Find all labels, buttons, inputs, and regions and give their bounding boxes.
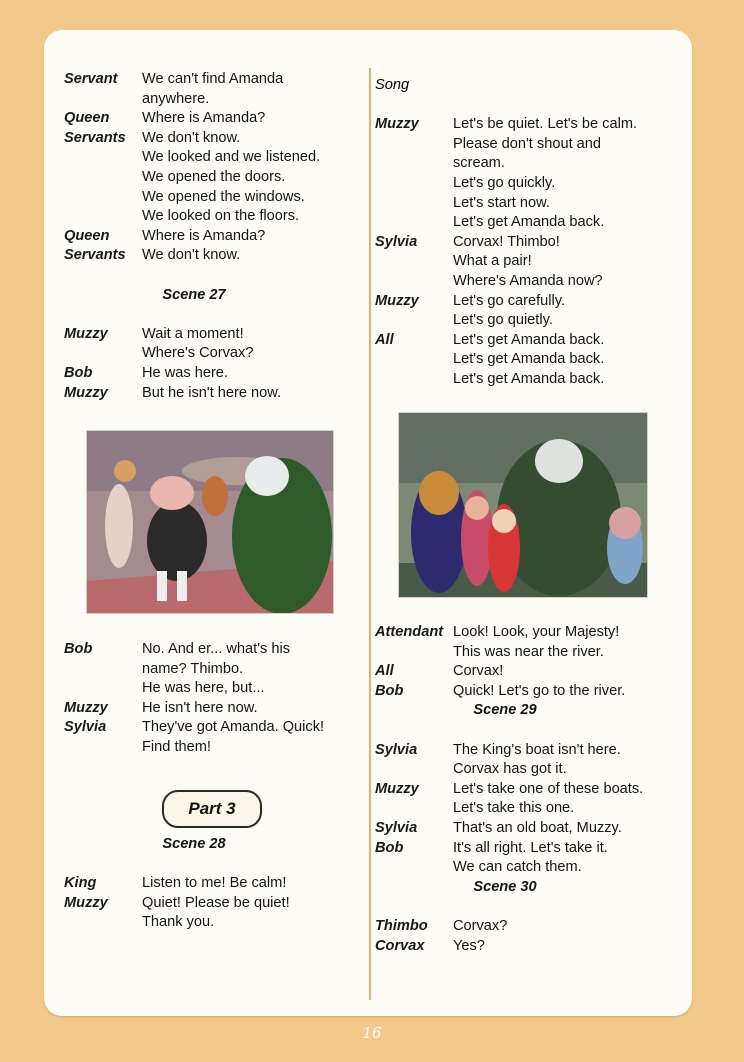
dialogue-line — [375, 292, 675, 312]
speaker-name — [375, 252, 453, 272]
dialogue-text: It's all right. Let's take it. — [453, 839, 608, 856]
speaker-name — [64, 207, 142, 227]
dialogue-text: Let's start now. — [453, 194, 550, 211]
dialogue-block — [375, 623, 675, 701]
speaker-name: Bob — [64, 364, 93, 381]
page-number: 16 — [362, 1024, 382, 1042]
dialogue-text: We opened the doors. — [142, 168, 286, 185]
dialogue-line — [375, 194, 675, 214]
dialogue-text: But he isn't here now. — [142, 384, 282, 401]
dialogue-line — [64, 344, 354, 364]
dialogue-line — [64, 168, 354, 188]
speaker-name: Muzzy — [64, 699, 108, 716]
speaker-name — [375, 135, 453, 155]
dialogue-line — [375, 370, 675, 390]
dialogue-line — [375, 311, 675, 331]
dialogue-text: Let's be quiet. Let's be calm. — [453, 116, 638, 133]
dialogue-line — [375, 858, 675, 878]
dialogue-line — [64, 913, 354, 933]
speaker-name — [375, 194, 453, 214]
dialogue-text: They've got Amanda. Quick! — [142, 719, 325, 736]
speaker-name — [375, 799, 453, 819]
speaker-name: All — [375, 331, 394, 348]
dialogue-line — [375, 252, 675, 272]
right-column-lower — [375, 623, 675, 956]
speaker-name — [64, 660, 142, 680]
dialogue-line — [375, 272, 675, 292]
scene-illustration-court — [398, 412, 648, 598]
speaker-name: Muzzy — [375, 780, 419, 797]
speaker-name: Bob — [375, 682, 404, 699]
dialogue-line — [375, 839, 675, 859]
dialogue-block — [64, 640, 354, 758]
dialogue-line — [375, 350, 675, 370]
dialogue-text: Quick! Let's go to the river. — [453, 682, 626, 699]
dialogue-line — [64, 384, 354, 404]
dialogue-line — [375, 233, 675, 253]
dialogue-line — [375, 154, 675, 174]
speaker-name — [375, 174, 453, 194]
dialogue-line — [64, 90, 354, 110]
dialogue-line — [64, 188, 354, 208]
dialogue-line — [375, 917, 675, 937]
dialogue-text: Corvax! Thimbo! — [453, 233, 560, 250]
scene-heading-30: Scene 30 — [473, 878, 537, 895]
speaker-name — [64, 168, 142, 188]
dialogue-text: We don't know. — [142, 247, 241, 264]
dialogue-line — [64, 246, 354, 266]
dialogue-block — [64, 70, 354, 266]
dialogue-text: Look! Look, your Majesty! — [453, 624, 620, 640]
dialogue-text: Quiet! Please be quiet! — [142, 894, 290, 911]
dialogue-line — [375, 135, 675, 155]
speaker-name — [64, 188, 142, 208]
dialogue-line — [64, 70, 354, 90]
dialogue-line — [375, 662, 675, 682]
dialogue-text: We don't know. — [142, 129, 241, 146]
speaker-name — [64, 679, 142, 699]
dialogue-line — [375, 174, 675, 194]
speaker-name — [375, 311, 453, 331]
part-heading: Part 3 — [162, 790, 262, 828]
scene-heading-29: Scene 29 — [473, 702, 537, 719]
dialogue-text: What a pair! — [453, 253, 532, 270]
speaker-name — [375, 213, 453, 233]
dialogue-block — [64, 874, 354, 933]
dialogue-text: Where's Amanda now? — [453, 272, 603, 289]
speaker-name — [64, 913, 142, 933]
dialogue-text: Wait a moment! — [142, 325, 244, 342]
dialogue-text: Where's Corvax? — [142, 345, 254, 362]
right-column — [375, 76, 675, 390]
dialogue-text: Let's get Amanda back. — [453, 331, 605, 348]
speaker-name — [64, 344, 142, 364]
dialogue-line — [375, 780, 675, 800]
speaker-name: Bob — [375, 839, 404, 856]
dialogue-line — [64, 660, 354, 680]
dialogue-text: We looked on the floors. — [142, 208, 300, 225]
dialogue-line — [375, 819, 675, 839]
song-title: Song — [375, 77, 410, 93]
speaker-name — [64, 148, 142, 168]
dialogue-text: scream. — [453, 155, 505, 172]
speaker-name — [64, 738, 142, 758]
dialogue-text: Let's take this one. — [453, 800, 575, 817]
dialogue-text: No. And er... what's his — [142, 641, 290, 657]
dialogue-block — [375, 741, 675, 878]
dialogue-line — [64, 364, 354, 384]
dialogue-text: name? Thimbo. — [142, 660, 244, 677]
dialogue-block — [375, 115, 675, 389]
dialogue-line — [375, 643, 675, 663]
speaker-name: Attendant — [375, 624, 444, 640]
left-column-lower — [64, 640, 354, 758]
left-column — [64, 70, 354, 403]
dialogue-block — [375, 917, 675, 956]
column-divider — [369, 68, 371, 1000]
dialogue-text: Corvax! — [453, 663, 504, 680]
dialogue-text: Please don't shout and — [453, 135, 602, 152]
speaker-name: Queen — [64, 110, 110, 127]
speaker-name — [64, 90, 142, 110]
speaker-name: Bob — [64, 641, 93, 657]
dialogue-text: Let's go carefully. — [453, 292, 566, 309]
dialogue-text: He was here. — [142, 364, 228, 381]
speaker-name — [375, 643, 453, 663]
speaker-name: Muzzy — [64, 384, 108, 401]
dialogue-line — [64, 640, 354, 660]
dialogue-block — [64, 325, 354, 403]
dialogue-text: We opened the windows. — [142, 188, 305, 205]
dialogue-line — [375, 741, 675, 761]
left-column-bottom — [64, 835, 354, 933]
dialogue-text: Corvax? — [453, 917, 508, 934]
dialogue-line — [64, 207, 354, 227]
dialogue-line — [64, 148, 354, 168]
scene-illustration-hall — [86, 430, 334, 614]
speaker-name — [375, 350, 453, 370]
dialogue-text: He isn't here now. — [142, 699, 258, 716]
scene-heading-28: Scene 28 — [162, 836, 226, 852]
speaker-name: Servants — [64, 247, 126, 264]
dialogue-line — [375, 213, 675, 233]
speaker-name: Servants — [64, 129, 126, 146]
dialogue-text: Where is Amanda? — [142, 227, 266, 244]
speaker-name: All — [375, 663, 394, 680]
speaker-name: Servant — [64, 71, 118, 87]
dialogue-line — [64, 129, 354, 149]
dialogue-text: Let's get Amanda back. — [453, 370, 605, 387]
speaker-name: Muzzy — [375, 292, 419, 309]
dialogue-text: Let's get Amanda back. — [453, 351, 605, 368]
dialogue-text: Corvax has got it. — [453, 761, 567, 778]
speaker-name: Muzzy — [64, 894, 108, 911]
speaker-name: Queen — [64, 227, 110, 244]
dialogue-line — [375, 115, 675, 135]
dialogue-text: Let's go quietly. — [453, 312, 553, 329]
dialogue-line — [64, 894, 354, 914]
dialogue-line — [375, 682, 675, 702]
dialogue-line — [64, 109, 354, 129]
speaker-name: King — [64, 875, 97, 892]
speaker-name — [375, 858, 453, 878]
dialogue-line — [375, 331, 675, 351]
speaker-name: Muzzy — [375, 116, 419, 133]
dialogue-line — [64, 679, 354, 699]
dialogue-text: Find them! — [142, 738, 211, 755]
speaker-name — [375, 760, 453, 780]
dialogue-line — [375, 799, 675, 819]
speaker-name: Sylvia — [375, 741, 418, 758]
dialogue-text: This was near the river. — [453, 643, 604, 660]
speaker-name: Sylvia — [375, 233, 418, 250]
dialogue-line — [375, 937, 675, 957]
dialogue-text: anywhere. — [142, 90, 210, 107]
dialogue-line — [64, 874, 354, 894]
speaker-name: Muzzy — [64, 325, 108, 342]
dialogue-text: Where is Amanda? — [142, 110, 266, 127]
dialogue-text: Let's get Amanda back. — [453, 214, 605, 231]
scene-heading-27: Scene 27 — [162, 286, 226, 303]
dialogue-text: Listen to me! Be calm! — [142, 875, 287, 892]
speaker-name: Sylvia — [64, 719, 107, 736]
dialogue-text: We can catch them. — [453, 859, 582, 876]
dialogue-text: The King's boat isn't here. — [453, 741, 621, 758]
dialogue-line — [375, 760, 675, 780]
speaker-name — [375, 370, 453, 390]
dialogue-text: That's an old boat, Muzzy. — [453, 819, 622, 836]
speaker-name: Sylvia — [375, 819, 418, 836]
dialogue-text: He was here, but... — [142, 680, 265, 697]
speaker-name — [375, 154, 453, 174]
dialogue-text: Let's go quickly. — [453, 174, 556, 191]
dialogue-line — [64, 325, 354, 345]
dialogue-line — [64, 718, 354, 738]
speaker-name: Corvax — [375, 937, 425, 954]
dialogue-text: Yes? — [453, 937, 485, 954]
dialogue-line — [64, 227, 354, 247]
dialogue-text: We looked and we listened. — [142, 149, 321, 166]
dialogue-line — [64, 699, 354, 719]
dialogue-line — [64, 738, 354, 758]
speaker-name: Thimbo — [375, 917, 428, 934]
speaker-name — [375, 272, 453, 292]
dialogue-text: Thank you. — [142, 914, 215, 931]
dialogue-text: Let's take one of these boats. — [453, 780, 644, 797]
dialogue-line — [375, 623, 675, 643]
dialogue-text: We can't find Amanda — [142, 71, 284, 87]
